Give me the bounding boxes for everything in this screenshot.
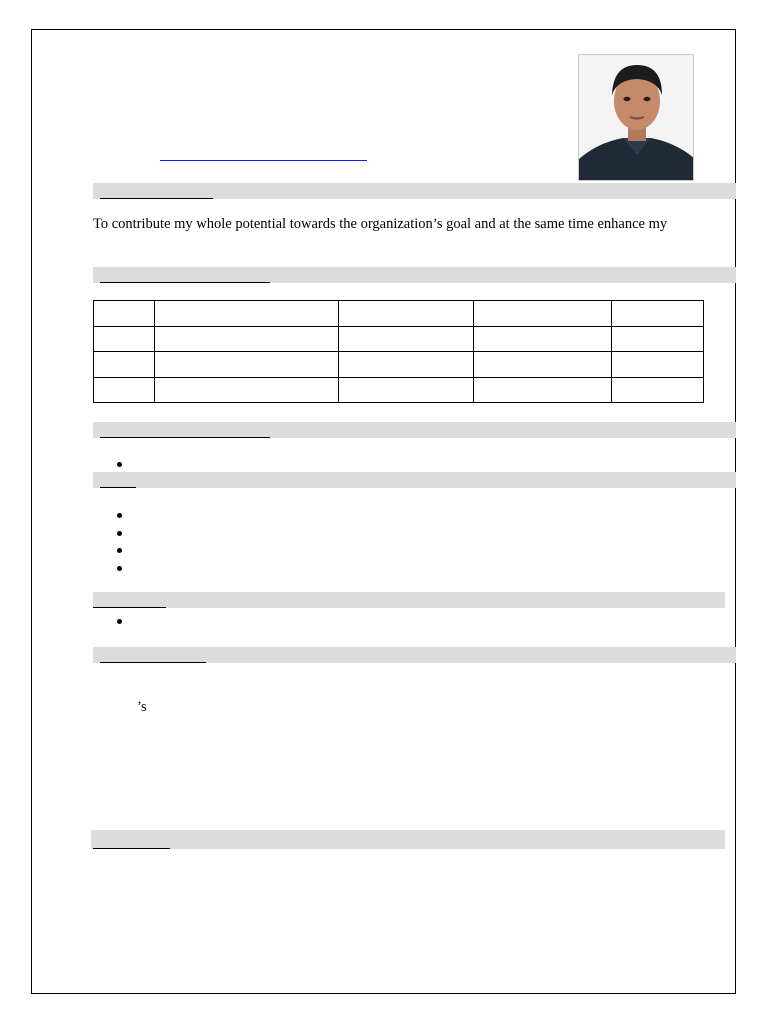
section-three-heading xyxy=(100,437,270,438)
education-heading xyxy=(100,282,270,283)
table-cell xyxy=(474,352,612,378)
education-table xyxy=(93,300,704,403)
table-cell xyxy=(612,352,704,378)
list-bullet xyxy=(117,566,122,571)
section-five-heading-band xyxy=(93,592,725,608)
table-cell xyxy=(338,301,474,327)
personal-text-fragment: ’s xyxy=(137,699,147,715)
table-cell xyxy=(612,301,704,327)
list-bullet xyxy=(117,619,122,624)
table-cell xyxy=(94,301,155,327)
table-cell xyxy=(612,326,704,352)
profile-photo-image xyxy=(579,55,694,181)
table-row xyxy=(94,377,704,403)
list-bullet xyxy=(117,513,122,518)
table-cell xyxy=(154,377,338,403)
skills-heading xyxy=(100,487,136,488)
personal-heading xyxy=(100,662,206,663)
list-bullet xyxy=(117,548,122,553)
education-heading-band xyxy=(93,267,736,283)
objective-text: To contribute my whole potential towards the organization’s goal and at the same time enhance my xyxy=(93,216,668,232)
table-cell xyxy=(474,377,612,403)
objective-heading-band xyxy=(93,183,736,199)
table-cell xyxy=(94,377,155,403)
list-bullet xyxy=(117,462,122,467)
personal-heading-band xyxy=(93,647,736,663)
table-cell xyxy=(474,326,612,352)
table-cell xyxy=(338,326,474,352)
profile-photo xyxy=(578,54,694,181)
table-cell xyxy=(338,377,474,403)
table-cell xyxy=(94,352,155,378)
table-row xyxy=(94,326,704,352)
table-cell xyxy=(154,326,338,352)
email-link[interactable] xyxy=(160,157,367,161)
list-bullet xyxy=(117,531,122,536)
objective-heading xyxy=(100,198,213,199)
table-cell xyxy=(94,326,155,352)
declaration-heading-band xyxy=(91,830,725,849)
section-five-heading xyxy=(93,607,166,608)
table-cell xyxy=(154,352,338,378)
table-cell xyxy=(338,352,474,378)
table-cell xyxy=(154,301,338,327)
declaration-heading xyxy=(93,848,170,849)
skills-heading-band xyxy=(93,472,736,488)
table-row xyxy=(94,352,704,378)
table-cell xyxy=(612,377,704,403)
table-row xyxy=(94,301,704,327)
section-three-heading-band xyxy=(93,422,736,438)
table-cell xyxy=(474,301,612,327)
